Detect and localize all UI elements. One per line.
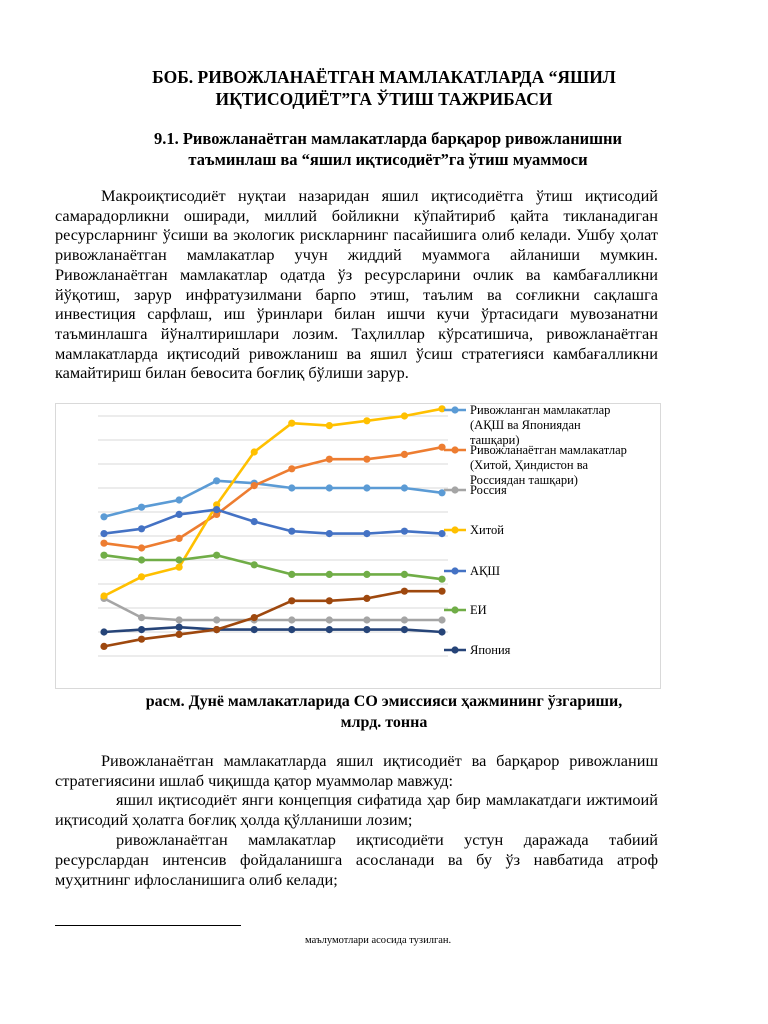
data-point (138, 614, 145, 621)
series-line (104, 555, 442, 579)
data-point (100, 628, 107, 635)
data-point (138, 636, 145, 643)
section-title (118, 128, 658, 170)
data-point (401, 626, 408, 633)
series-5 (100, 506, 445, 537)
data-point (363, 530, 370, 537)
data-point (176, 631, 183, 638)
chapter-title-line1: БОБ. РИВОЖЛАНАЁТГАН МАМЛАКАТЛАРДА “ЯШИЛ (152, 67, 616, 87)
data-point (326, 422, 333, 429)
data-point (326, 597, 333, 604)
data-point (363, 571, 370, 578)
data-point (213, 506, 220, 513)
data-point (401, 484, 408, 491)
chapter-title-line2: ИҚТИСОДИЁТ”ГА ЎТИШ ТАЖРИБАСИ (215, 89, 553, 109)
data-point (138, 504, 145, 511)
legend-swatch-marker (451, 606, 458, 613)
data-point (438, 616, 445, 623)
data-point (326, 530, 333, 537)
data-point (288, 616, 295, 623)
line-chart (55, 403, 661, 689)
legend-item (444, 443, 627, 487)
data-point (251, 448, 258, 455)
data-point (138, 556, 145, 563)
legend-item (444, 564, 500, 578)
data-point (176, 496, 183, 503)
footnote-divider (55, 925, 241, 926)
data-point (401, 616, 408, 623)
data-point (213, 626, 220, 633)
legend-label: Россия (470, 483, 507, 497)
legend-item (444, 483, 507, 497)
figure-caption (90, 691, 678, 733)
caption-line1: расм. Дунё мамлакатларида СО эмиссияси ҳажмининг ўзгариши, (145, 693, 623, 710)
data-point (251, 561, 258, 568)
series-6 (100, 552, 445, 583)
data-point (288, 465, 295, 472)
legend-swatch-marker (451, 446, 458, 453)
data-point (176, 624, 183, 631)
caption-line2: млрд. тонна (340, 714, 428, 731)
data-point (401, 451, 408, 458)
data-point (138, 626, 145, 633)
legend-label: Ривожланаётган мамлакатлар (Хитой, Ҳиндистон ва Россиядан ташқари) (470, 443, 627, 487)
series-line (104, 481, 442, 517)
data-point (251, 614, 258, 621)
series-line (104, 510, 442, 534)
legend-item (444, 404, 610, 447)
legend-label: Ривожланган мамлакатлар (АҚШ ва Япониядан ташқари) (470, 404, 611, 447)
legend-swatch-marker (451, 646, 458, 653)
data-point (213, 616, 220, 623)
chart-series (100, 405, 445, 650)
data-point (288, 528, 295, 535)
data-point (326, 626, 333, 633)
legend-label: ЕИ (470, 603, 487, 617)
section-title-line2: таъминлаш ва “яшил иқтисодиёт”га ўтиш муаммоси (188, 150, 588, 169)
data-point (176, 511, 183, 518)
data-point (326, 456, 333, 463)
data-point (176, 535, 183, 542)
data-point (213, 552, 220, 559)
data-point (363, 484, 370, 491)
data-point (363, 616, 370, 623)
data-point (138, 544, 145, 551)
chapter-title (90, 66, 678, 110)
data-point (326, 571, 333, 578)
data-point (401, 528, 408, 535)
data-point (363, 456, 370, 463)
data-point (288, 571, 295, 578)
data-point (251, 626, 258, 633)
legend-label: АҚШ (470, 564, 500, 578)
data-point (401, 412, 408, 419)
data-point (100, 552, 107, 559)
data-point (176, 556, 183, 563)
data-point (363, 626, 370, 633)
data-point (100, 513, 107, 520)
data-point (438, 588, 445, 595)
data-point (438, 576, 445, 583)
list-item: яшил иқтисодиёт янги концепция сифатида ҳар бир мамлакатдаги ижтимоий иқтисодий ҳолатга боғлиқ ҳолда қўлланиши лозим; (55, 790, 658, 829)
data-point (138, 573, 145, 580)
series-line (104, 409, 442, 596)
legend-item (444, 603, 487, 617)
data-point (251, 482, 258, 489)
data-point (100, 592, 107, 599)
data-point (213, 477, 220, 484)
data-point (326, 484, 333, 491)
legend-swatch-marker (451, 526, 458, 533)
footnote-text: маълумотлари асосида тузилган. (305, 935, 452, 946)
data-point (438, 628, 445, 635)
legend-item (444, 643, 511, 657)
legend-label: Япония (470, 643, 511, 657)
chart-canvas (56, 404, 660, 688)
data-point (288, 420, 295, 427)
data-point (176, 564, 183, 571)
data-point (401, 571, 408, 578)
data-point (100, 530, 107, 537)
data-point (363, 595, 370, 602)
data-point (401, 588, 408, 595)
legend-swatch-marker (451, 486, 458, 493)
data-point (100, 540, 107, 547)
list-item: ривожланаётган мамлакатлар иқтисодиёти устун даражада табиий ресурслардан интенсив фойдаланишга асосланади ва бу ўз навбатида атроф муҳитнинг ифлосланишига олиб келади; (55, 830, 658, 889)
intro-paragraph: Макроиқтисодиёт нуқтаи назаридан яшил иқтисодиётга ўтиш иқтисодий самарадорликни оширади, миллий бойликни кўпайтириб қайта тикланадиган ресурсларнинг ўсиши ва экологик рискларнинг пасайишига олиб келади. Ушбу ҳолат ривожланаётган мамлакатлар учун жиддий муаммога айланиши мумкин. Ривожланаётган мамлакатлар одатда ўз ресурсларини очлик ва камбағалликни йўқотиш, зарур инфратузилмани барпо этиш, таълим ва соғликни сақлашга инвестиция сарфлаш, иш ўринлари билан ишчи кучи ўртасидаги мувозанатни таъминлашга йўналтиришлари лозим. Таҳлиллар кўрсатишича, ривожланаётган мамлакатларда иқтисодий ривожланиш ва яшил ўсиш стратегияси камбағалликни камайтириш билан бевосита боғлиқ бўлиши зарур. (55, 186, 658, 383)
legend-swatch-marker (451, 567, 458, 574)
series-7 (100, 624, 445, 636)
chart-legend (444, 404, 627, 657)
legend-item (444, 523, 504, 537)
series-line (104, 627, 442, 632)
data-point (176, 616, 183, 623)
data-point (288, 626, 295, 633)
data-point (288, 597, 295, 604)
series-1 (100, 477, 445, 520)
data-point (288, 484, 295, 491)
data-point (100, 643, 107, 650)
data-point (251, 518, 258, 525)
series-2 (100, 444, 445, 552)
data-point (326, 616, 333, 623)
legend-label: Хитой (470, 523, 504, 537)
legend-swatch-marker (451, 406, 458, 413)
data-point (138, 525, 145, 532)
data-point (363, 417, 370, 424)
body-paragraph: Ривожланаётган мамлакатларда яшил иқтисодиёт ва барқарор ривожланиш стратегиясини ишлаб чиқишда қатор муаммолар мавжуд: (55, 751, 658, 790)
section-title-line1: 9.1. Ривожланаётган мамлакатларда барқарор ривожланишни (153, 129, 623, 148)
